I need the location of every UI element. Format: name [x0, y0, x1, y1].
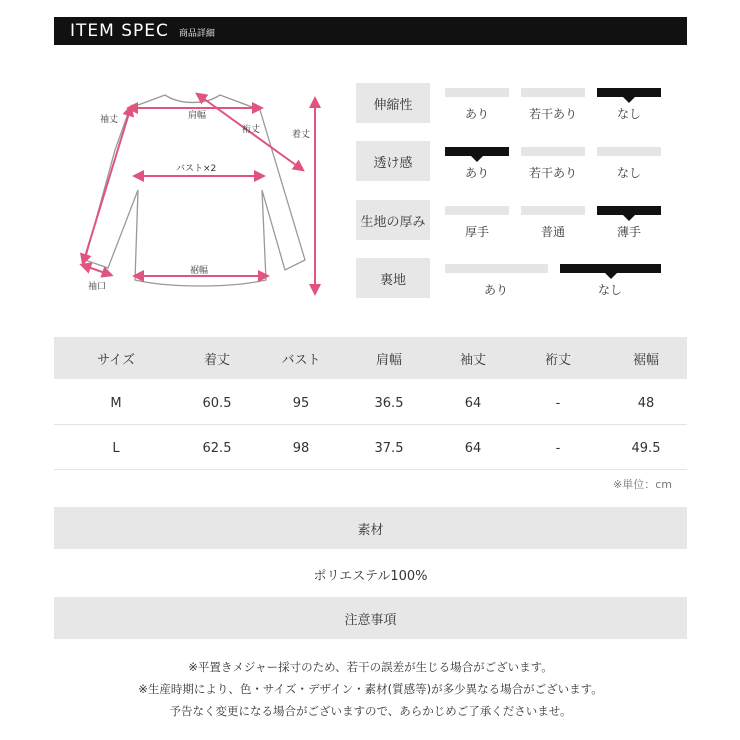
attr-thickness-bar-3-selected [597, 206, 661, 215]
size-table-header [54, 337, 687, 379]
label-sleeve: 袖丈 [100, 115, 119, 125]
td-size: L [112, 440, 120, 456]
table-row [54, 382, 687, 424]
attr-label-thickness: 生地の厚み [356, 200, 430, 240]
td-shoulder: 36.5 [374, 395, 404, 411]
attr-sheer-opt-1: あり [464, 166, 489, 180]
attr-sheer-opt-2: 若干あり [528, 166, 577, 180]
th-size: サイズ [97, 352, 135, 368]
attr-thickness-bar-1 [445, 206, 509, 215]
material-heading: 素材 [54, 507, 687, 549]
attr-sheer-opt-3: なし [616, 166, 641, 180]
td-bust: 95 [292, 395, 310, 411]
attr-thickness-opt-1: 厚手 [464, 225, 489, 239]
td-shoulder: 37.5 [374, 440, 404, 456]
attr-lining-opt-2: なし [597, 283, 622, 297]
attr-stretch-opt-3: なし [616, 107, 641, 121]
th-length: 着丈 [203, 352, 230, 368]
attr-stretch-bar-2 [521, 88, 585, 97]
row-divider [54, 469, 687, 470]
td-hem: 48 [637, 395, 655, 411]
table-row [54, 427, 687, 469]
header-title: ITEM SPEC [70, 21, 169, 41]
attr-stretch-opt-1: あり [464, 107, 489, 121]
label-cuff: 袖口 [88, 282, 107, 292]
attr-lining-opt-1: あり [483, 283, 508, 297]
attr-stretch-bar-1 [445, 88, 509, 97]
label-shoulder: 肩幅 [188, 111, 207, 121]
note-line: 予告なく変更になる場合がございますので、あらかじめご了承くださいませ。 [169, 704, 572, 718]
garment-measurement-diagram [60, 80, 350, 300]
th-sleeve: 袖丈 [459, 352, 486, 368]
td-length: 62.5 [202, 440, 232, 456]
attr-lining-bar-1 [445, 264, 548, 273]
note-line: ※平置きメジャー採寸のため、若干の誤差が生じる場合がございます。 [188, 660, 553, 674]
td-yuki: - [555, 395, 561, 411]
label-yuki: 裄丈 [242, 125, 261, 135]
th-shoulder: 肩幅 [375, 352, 402, 368]
attr-sheer-bar-1-selected [445, 147, 509, 156]
garment-illustration [60, 80, 350, 300]
label-bust: バスト×2 [176, 164, 217, 174]
attr-sheer-bar-2 [521, 147, 585, 156]
item-spec-header [54, 17, 687, 45]
attr-lining-bar-2-selected [560, 264, 661, 273]
th-yuki: 裄丈 [544, 352, 571, 368]
td-sleeve: 64 [464, 440, 482, 456]
attr-label-stretch: 伸縮性 [356, 83, 430, 123]
attr-stretch-opt-2: 若干あり [528, 107, 577, 121]
td-hem: 49.5 [631, 440, 661, 456]
td-size: M [110, 395, 122, 411]
td-sleeve: 64 [464, 395, 482, 411]
label-hem: 裾幅 [190, 266, 209, 276]
td-yuki: - [555, 440, 561, 456]
attr-label-sheer: 透け感 [356, 141, 430, 181]
row-divider [54, 424, 687, 425]
th-hem: 裾幅 [632, 352, 659, 368]
note-line: ※生産時期により、色・サイズ・デザイン・素材(質感等)が多少異なる場合がございます。 [138, 682, 603, 696]
attr-label-lining: 裏地 [356, 258, 430, 298]
attr-sheer-bar-3 [597, 147, 661, 156]
td-length: 60.5 [202, 395, 232, 411]
attr-thickness-bar-2 [521, 206, 585, 215]
attr-thickness-opt-3: 薄手 [616, 225, 641, 239]
material-value: ポリエステル100% [313, 569, 428, 584]
attr-thickness-opt-2: 普通 [540, 225, 565, 239]
header-subtitle: 商品詳細 [178, 29, 215, 39]
attr-stretch-bar-3-selected [597, 88, 661, 97]
notes-list [54, 656, 687, 722]
th-bust: バスト [281, 352, 321, 368]
unit-note: ※単位：cm [613, 478, 672, 491]
label-length: 着丈 [292, 130, 311, 140]
td-bust: 98 [292, 440, 310, 456]
notes-heading: 注意事項 [54, 597, 687, 639]
